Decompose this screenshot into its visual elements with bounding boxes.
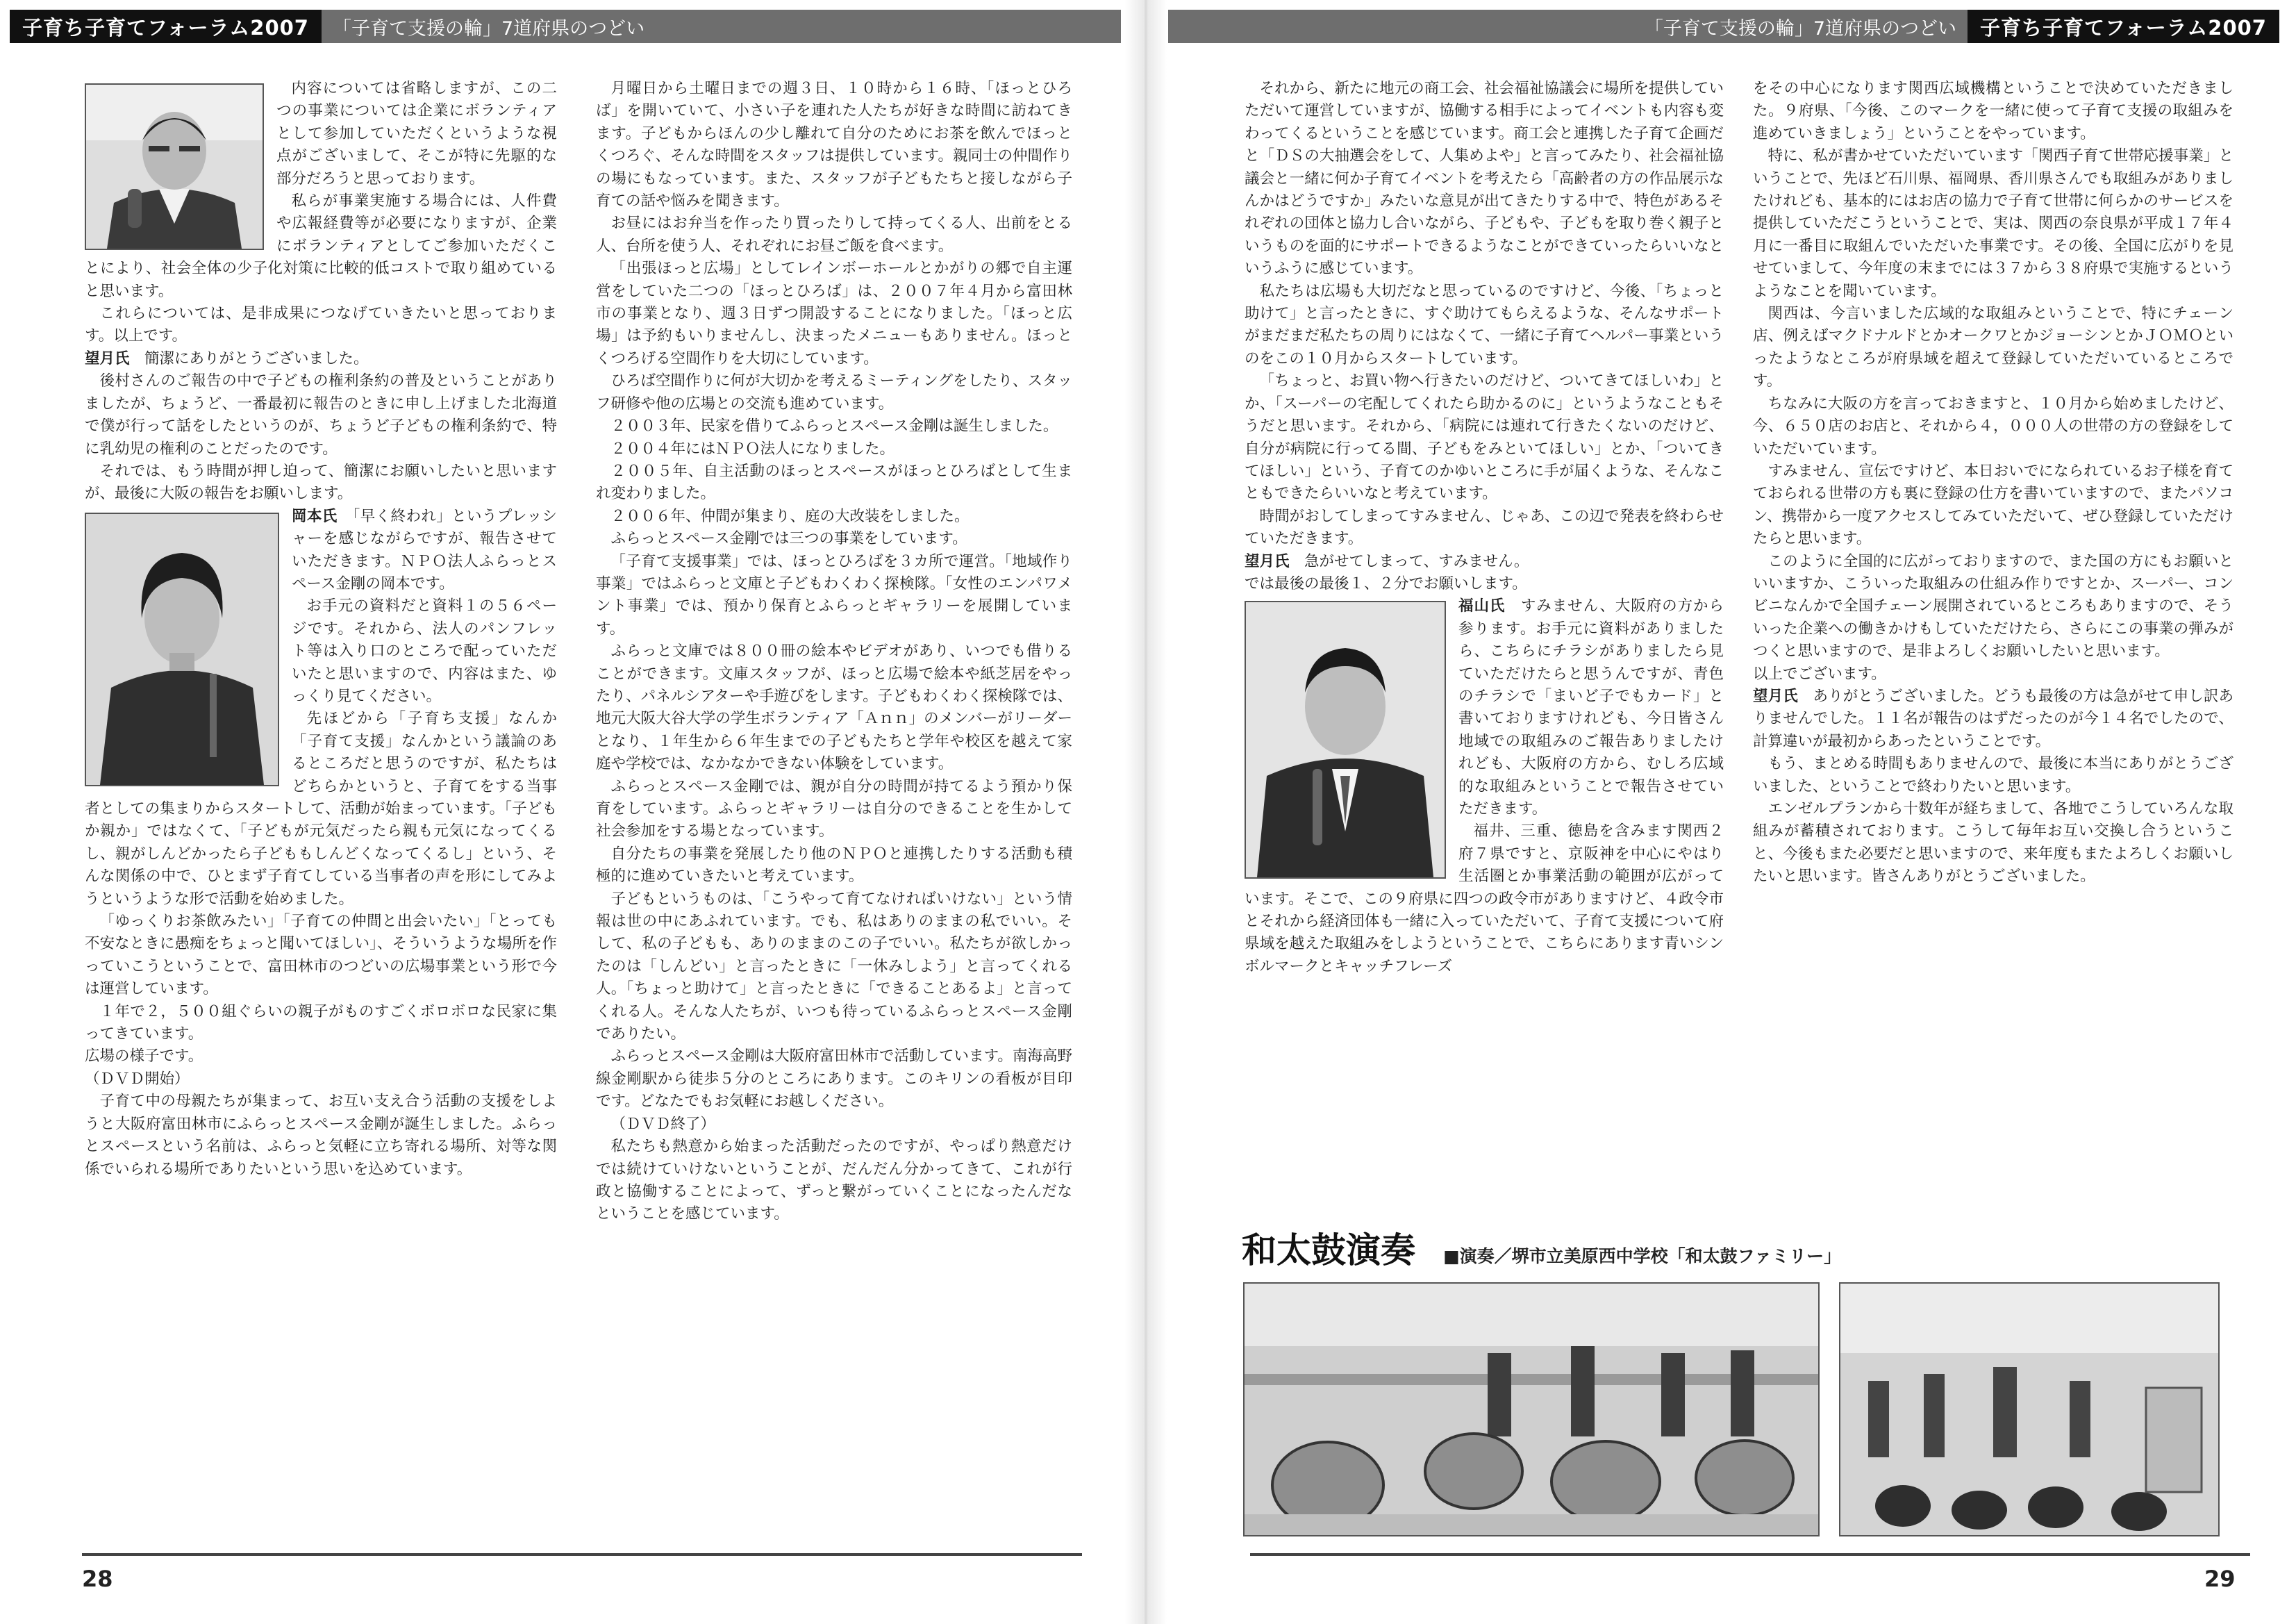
c2-p12: ふらっとスペース金剛では、親が自分の時間が持てるよう預かり保育をしています。ふらっとギャラリーは自分のできることを生かして社会参加をする場となっています。 bbox=[596, 777, 1072, 840]
c3-p6: では最後の最後１、２分でお願いします。 bbox=[1245, 574, 1527, 593]
c2-p6: ２００４年にはＮＰＯ法人になりました。 bbox=[610, 440, 895, 458]
text-column-2 bbox=[596, 78, 1072, 1543]
c2-p7: ２００５年、自主活動のほっとスペースがほっとひろばとして生まれ変わりました。 bbox=[596, 462, 1072, 503]
taiko-performer: ■演奏／堺市立美原西中学校「和太鼓ファミリー」 bbox=[1443, 1246, 1842, 1266]
page-number-left: 28 bbox=[82, 1566, 113, 1592]
c3-p3: 「ちょっと、お買い物へ行きたいのだけど、ついてきてほしいわ」とか、「スーパーの宅配してくれたら助かるのに」というようなこともそうだと思います。それから、「病院には連れて行きたくないのだけど、自分が病院に行ってる間、子どもをみといてほしい」とか、「ついてきてほしい」という、子育てのかゆいところに手が届くような、そんなこともできたらいいなと考えています。 bbox=[1245, 372, 1724, 503]
left-header-title: 子育ち子育てフォーラム2007 bbox=[10, 10, 322, 43]
right-header bbox=[1168, 10, 2279, 43]
c1-p5: 後村さんのご報告の中で子どもの権利条約の普及ということがありましたが、ちょうど、一番最初に報告のときに申し上げました北海道で僕が行って話をしたというのが、ちょうど子どもの権利条約で、特に乳幼児の権利のことだったのです。 bbox=[85, 372, 557, 458]
c4-p6: このように全国的に広がっておりますので、また国の方にもお願いといいますか、こういった取組みの仕組み作りですとか、スーパー、コンビニなんかで全国チェーン展開されているところもありますので、そういった企業への働きかけもしていただけたら、さらにこの事業の弾みがつくと思いますので、是非よろしくお願いしたいと思います。 bbox=[1753, 552, 2233, 661]
c1-p4-text: 簡潔にありがとうございました。 bbox=[144, 349, 369, 367]
c1-p13: （ＤＶＤ開始） bbox=[85, 1070, 190, 1088]
text-column-4 bbox=[1753, 78, 2233, 1168]
speaker-okamoto: 岡本氏 bbox=[292, 507, 338, 525]
photo-speaker-man bbox=[85, 83, 264, 250]
c4-p5: すみません、宣伝ですけど、本日おいでになられているお子様を育てておられる世帯の方も裏に登録の仕方を書いていますので、またパソコン、携帯から一度アクセスしてみていただいて、ぜひ登録していただけたらと思います。 bbox=[1753, 462, 2233, 548]
c1-p3: これらについては、是非成果につなげていきたいと思っております。以上です。 bbox=[85, 305, 557, 345]
c3-p1: それから、新たに地元の商工会、社会福祉協議会に場所を提供していただいて運営していますが、協働する相手によってイベントも内容も変わってくるということを感じています。商工会と連携した子育て企画だと「ＤＳの大抽選会をして、人集めよや」と言ってみたり、社会福祉協議会と一緒に何か子育てイベントを考えたら「高齢者の方の作品展示なんかはどうですか」みたいな意見が出てきたりする中で、特色があるそれぞれの団体と協力し合いながら、子どもや、子どもを取り巻く親子というものを面的にサポートできるようなことができていったらいいなというふうに感じています。 bbox=[1245, 80, 1724, 278]
c2-p17: 私たちも熱意から始まった活動だったのですが、やっぱり熱意だけでは続けていけないということが、だんだん分かってきて、これが行政と協働することによって、ずっと繋がっていくことになったんだなということを感じています。 bbox=[596, 1138, 1072, 1223]
c3-p2: 私たちは広場も大切だなと思っているのですけど、今後、「ちょっと助けて」と言ったときに、すぐ助けてもらえるような、そんなサポートがまだまだ私たちの周りにはなくて、一緒に子育てヘルパー事業というのをこの１０月からスタートしています。 bbox=[1245, 282, 1724, 367]
c2-p15: ふらっとスペース金剛は大阪府富田林市で活動しています。南海高野線金剛駅から徒歩５分のところにあります。このキリンの看板が目印です。どなたでもお気軽にお越しください。 bbox=[596, 1047, 1072, 1111]
c4-p9: もう、まとめる時間もありませんので、最後に本当にありがとうございました、ということで終わりたいと思います。 bbox=[1753, 755, 2233, 795]
c1-p1: 内容については省略しますが、この二つの事業については企業にボランティアとして参加していただくというような視点がございまして、そこが特に先駆的な部分だろうと思っております。 bbox=[276, 80, 557, 188]
binding-gutter bbox=[1125, 0, 1167, 1624]
c1-p14: 子育て中の母親たちが集まって、お互い支え合う活動の支援をしようと大阪府富田林市にふらっとスペース金剛が誕生しました。ふらっとスペースという名前は、ふらっと気軽に立ち寄れる場所、対等な関係でいられる場所でありたいという思いを込めています。 bbox=[85, 1093, 557, 1178]
c4-p4: ちなみに大阪の方を言っておきますと、１０月から始めましたけど、今、６５０店のお店と、それから４，０００人の世帯の方の登録をしていただいています。 bbox=[1753, 395, 2233, 458]
text-column-1 bbox=[85, 78, 557, 1543]
c3-p5-text: 急がせてしまって、すみません。 bbox=[1304, 552, 1529, 570]
c3-p7-text: すみません、大阪府の方から参ります。お手元に資料がありましたら、こちらにチラシがありましたら見ていただけたらと思うんですが、青色のチラシで「まいど子でもカード」と書いておりますけれども、今日皆さん地域での取組みのご報告ありましたけれども、大阪府の方から、むしろ広域的な取組みということで報告させていただきます。 bbox=[1458, 597, 1724, 818]
c2-p14: 子どもというものは、「こうやって育てなければいけない」という情報は世の中にあふれています。でも、私はありのままの私でいい。そして、私の子どもも、ありのままのこの子でいい。私たちが欲しかったのは「しんどい」と言ったときに「一休みしよう」と言ってくれる人。「ちょっと助けて」と言ったときに「できることあるよ」と言ってくれる人。そんな人たちが、いつも待っているふらっとスペース金剛でありたい。 bbox=[596, 890, 1072, 1043]
c2-p8: ２００６年、仲間が集まり、庭の大改装をしました。 bbox=[610, 507, 970, 525]
c1-p8: お手元の資料だと資料１の５６ページです。それから、法人のパンフレット等は入り口のところで配っていただいたと思いますので、内容はまた、ゆっくり見てください。 bbox=[292, 597, 557, 705]
text-column-3 bbox=[1245, 78, 1724, 1168]
right-header-subtitle: 「子育て支援の輪」7道府県のつどい bbox=[1168, 10, 1968, 43]
c1-p4 bbox=[85, 348, 557, 370]
c4-p10: エンゼルプランから十数年が経ちまして、各地でこうしていろんな取組みが蓄積されております。こうして毎年お互い交換し合うということ、今後もまた必要だと思いますので、来年度もまたよろしくお願いしたいと思います。皆さんありがとうございました。 bbox=[1753, 800, 2233, 886]
c1-p6: それでは、もう時間が押し迫って、簡潔にお願いしたいと思いますが、最後に大阪の報告をお願いします。 bbox=[85, 462, 557, 503]
c1-p10: 「ゆっくりお茶飲みたい」「子育ての仲間と出会いたい」「とっても不安なときに愚痴をちょっと聞いてほしい」、そういうような場所を作っていこうということで、富田林市のつどいの広場事業という形で今は運営しています。 bbox=[85, 913, 557, 998]
right-footer-rule bbox=[1250, 1553, 2250, 1556]
c4-p3: 関西は、今言いました広域的な取組みということで、特にチェーン店、例えばマクドナルドとかオークワとかジョーシンとかＪＯＭＯといったようなところが府県域を超えて登録していただいているところです。 bbox=[1753, 305, 2233, 390]
c2-p3: 「出張ほっと広場」としてレインボーホールとかがりの郷で自主運営をしていた二つの「ほっとひろば」は、２００７年４月から富田林市の事業となり、週３日ずつ開設することになりました。「ほっと広場」は予約もいりませんし、決まったメニューもありません。ほっとくつろげる空間作りを大切にしています。 bbox=[596, 260, 1072, 367]
c3-p5 bbox=[1245, 551, 1724, 573]
left-header-subtitle: 「子育て支援の輪」7道府県のつどい bbox=[322, 10, 1121, 43]
taiko-section-title bbox=[1242, 1223, 1841, 1273]
c4-p8 bbox=[1753, 686, 2233, 753]
right-header-title: 子育ち子育てフォーラム2007 bbox=[1968, 10, 2279, 43]
c4-p2: 特に、私が書かせていただいています「関西子育て世帯応援事業」ということで、先ほど石川県、福岡県、香川県さんでも取組みがありましたけれども、基本的にはお店の協力で子育て世帯に何らかのサービスを提供していただこうということで、実は、関西の奈良県が平成１７年４月に一番目に取組んでいただいた事業です。その後、全国に広がりを見せていまして、今年度の末までには３７から３８府県で実施するというようなことを聞いています。 bbox=[1753, 147, 2233, 300]
c1-p2: 私らが事業実施する場合には、人件費や広報経費等が必要になりますが、企業にボランティアとしてご参加いただくことにより、社会全体の少子化対策に比較的低コストで取り組めていると思います。 bbox=[85, 192, 557, 300]
speaker-mochizuki-2: 望月氏 bbox=[1245, 552, 1290, 570]
c2-p11: ふらっと文庫では８００冊の絵本やビデオがあり、いつでも借りることができます。文庫スタッフが、ほっと広場で絵本や紙芝居をやったり、パネルシアターや手遊びをします。子どもわくわく探検隊では、地元大阪大谷大学の学生ボランティア「Ａｎｎ」のメンバーがリーダーとなり、１年生から６年生までの子どもたちと学年や校区を越えて家庭や学校では、なかなかできない体験をしています。 bbox=[596, 643, 1072, 773]
c4-p1: をその中心になります関西広域機構ということで決めていただきました。９府県、「今後、このマークを一緒に使って子育て支援の取組みを進めていきましょう」ということをやっています。 bbox=[1753, 80, 2233, 142]
c2-p2: お昼にはお弁当を作ったり買ったりして持ってくる人、出前をとる人、台所を使う人、それぞれにお昼ご飯を食べます。 bbox=[596, 215, 1072, 255]
c2-p5: ２００３年、民家を借りてふらっとスペース金剛は誕生しました。 bbox=[610, 417, 1058, 436]
c4-p8-text: ありがとうございました。どうも最後の方は急がせて申し訳ありませんでした。１１名が報告のはずだったのが今１４名でしたので、計算違いが最初からあったということです。 bbox=[1753, 687, 2233, 750]
right-page bbox=[1167, 0, 2296, 1624]
c2-p4: ひろば空間作りに何が大切かを考えるミーティングをしたり、スタッフ研修や他の広場との交流も進めています。 bbox=[596, 372, 1072, 413]
c1-p12: 広場の様子です。 bbox=[85, 1047, 203, 1066]
c4-p7: 以上でございます。 bbox=[1753, 665, 1886, 683]
c2-p13: 自分たちの事業を発展したり他のＮＰＯと連携したりする活動も積極的に進めていきたいと考えています。 bbox=[596, 845, 1072, 886]
page-number-right: 29 bbox=[2204, 1566, 2236, 1592]
c2-p16: （ＤＶＤ終了） bbox=[610, 1115, 716, 1133]
taiko-photo-2 bbox=[1839, 1282, 2220, 1536]
c3-p4: 時間がおしてしまってすみません、じゃあ、この辺で発表を終わらせていただきます。 bbox=[1245, 507, 1724, 548]
speaker-mochizuki-3: 望月氏 bbox=[1753, 687, 1798, 705]
c2-p1: 月曜日から土曜日までの週３日、１０時から１６時、「ほっとひろば」を開いていて、小さい子を連れた人たちが好きな時間に訪ねてきます。子どもからほんの少し離れて自分のためにお茶を飲んでほっとくつろぐ、そんな時間をスタッフは提供しています。親同士の仲間作りの場にもなっています。また、スタッフが子どもたちと接しながら子育ての話や悩みを聞きます。 bbox=[596, 80, 1072, 210]
photo-speaker-woman bbox=[85, 513, 279, 787]
c2-p10: 「子育て支援事業」では、ほっとひろばを３カ所で運営。「地域作り事業」ではふらっと文庫と子どもわくわく探検隊。「女性のエンパワメント事業」では、預かり保育とふらっとギャラリーを展開しています。 bbox=[596, 552, 1072, 638]
c1-p11: １年で２，５００組ぐらいの親子がものすごくボロボロな民家に集ってきています。 bbox=[85, 1002, 557, 1043]
left-footer-rule bbox=[82, 1553, 1082, 1556]
speaker-fukuyama: 福山氏 bbox=[1458, 597, 1506, 615]
taiko-photo-1 bbox=[1243, 1282, 1820, 1536]
left-page bbox=[0, 0, 1125, 1624]
c1-p7-text: 「早く終われ」というプレッシャーを感じながらですが、報告させていただきます。ＮＰＯ法人ふらっとスペース金剛の岡本です。 bbox=[292, 507, 557, 593]
left-header bbox=[10, 10, 1121, 43]
speaker-mochizuki: 望月氏 bbox=[85, 349, 130, 367]
c1-p9: 先ほどから「子育ち支援」なんか「子育て支援」なんかという議論のあるところだと思うのですが、私たちはどちらかというと、子育てをする当事者としての集まりからスタートして、活動が始まっています。「子どもか親か」ではなくて、「子どもが元気だったら親も元気になってくるし、親がしんどかったら子どももしんどくなってくるし」という、そんな関係の中で、ひとまず子育てしている当事者の声を形にしてみようというような形で活動を始めました。 bbox=[85, 710, 557, 908]
taiko-heading: 和太鼓演奏 bbox=[1242, 1230, 1415, 1270]
c2-p9: ふらっとスペース金剛では三つの事業をしています。 bbox=[610, 530, 967, 548]
photo-speaker-fukuyama bbox=[1245, 601, 1446, 879]
c3-p8: 福井、三重、徳島を含みます関西２府７県ですと、京阪神を中心にやはり生活圏とか事業活動の範囲が広がっています。そこで、この９府県に四つの政令市がありますけど、４政令市とそれから経済団体も一緒に入っていただいて、子育て支援について府県域を越えた取組みをしようということで、こちらにあります青いシンボルマークとキャッチフレーズ bbox=[1245, 822, 1724, 975]
